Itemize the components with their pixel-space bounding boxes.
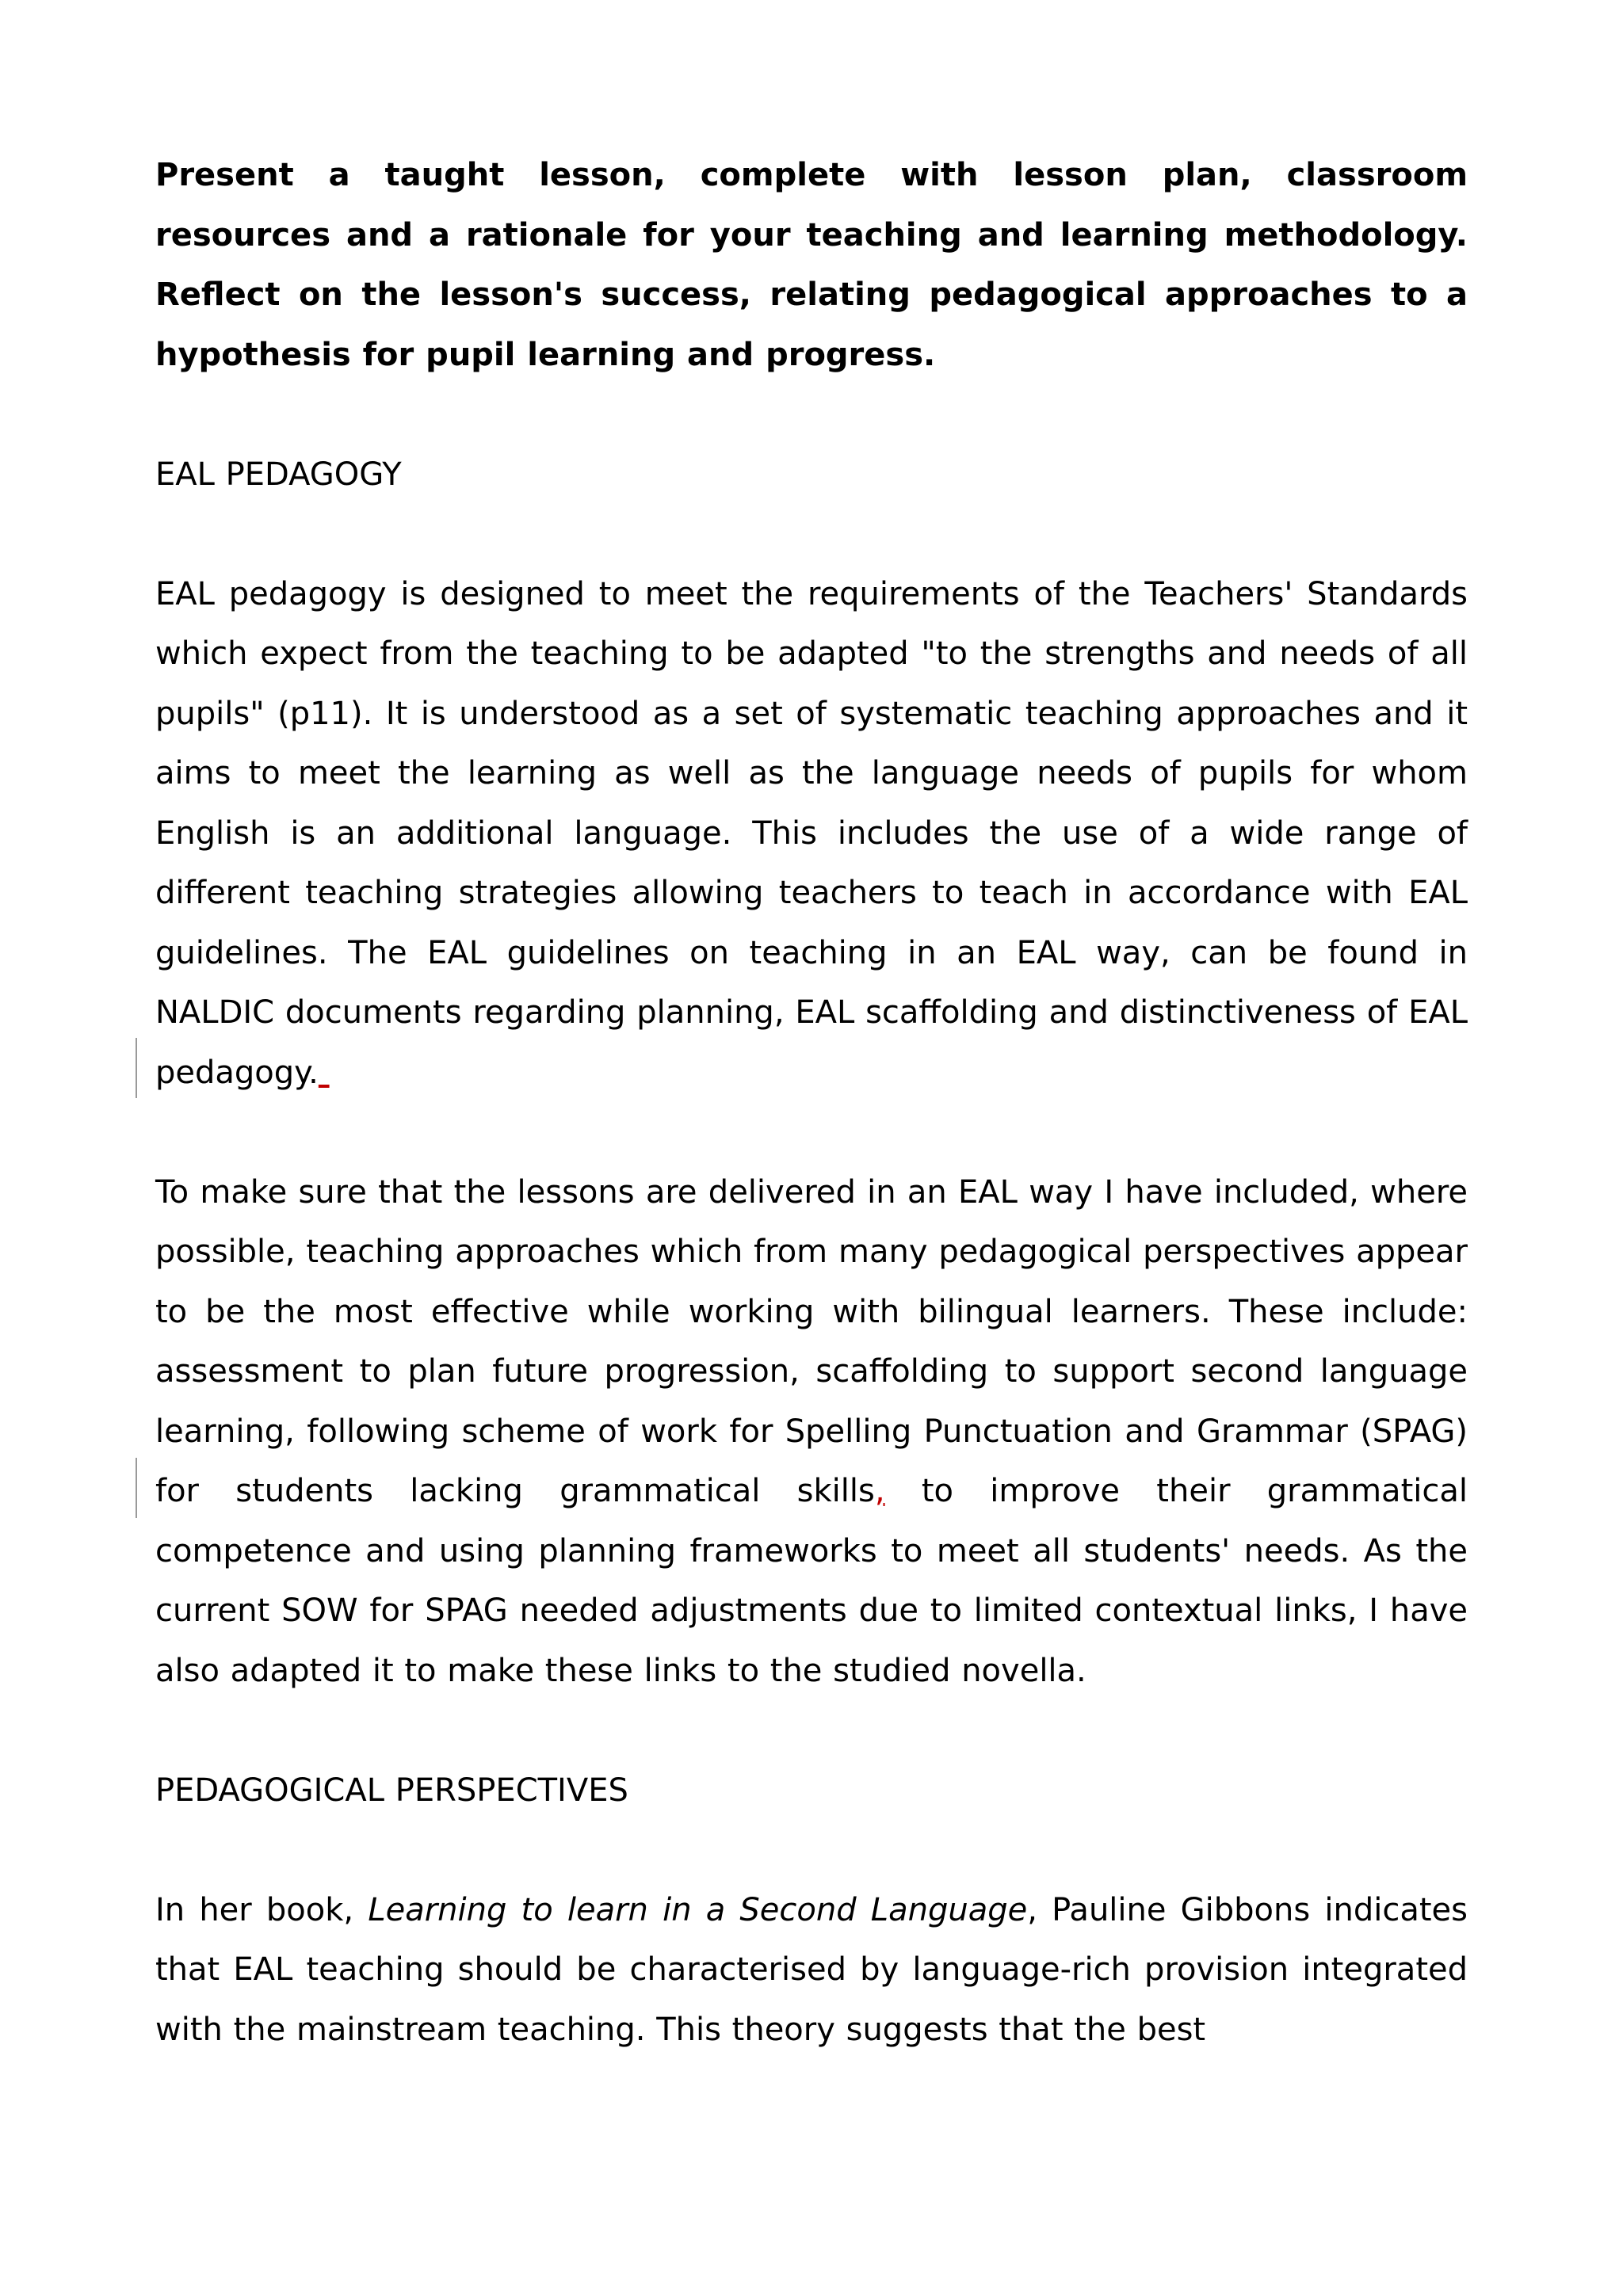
revision-mark: , bbox=[874, 1473, 885, 1509]
assignment-prompt: Present a taught lesson, complete with lesson plan, classroom resources and a rationale for your teaching and learning methodology. Reflect on the lesson's success, relating pedagogical approaches to a hypothesis for pupil learning and progress. bbox=[155, 157, 1468, 373]
paragraph bbox=[155, 1881, 1468, 2061]
change-bar bbox=[136, 1458, 137, 1518]
paragraph-text: to improve their grammatical competence and using planning frameworks to meet all students' needs. As the current SOW for SPAG needed adjustments due to limited contextual links, I have also adapted it to make these links to the studied novella. bbox=[155, 1473, 1468, 1689]
book-title: Learning to learn in a Second Language bbox=[368, 1891, 1028, 1928]
document-body bbox=[155, 146, 1468, 2060]
revision-mark bbox=[319, 1055, 330, 1091]
section-heading-eal-pedagogy: EAL PEDAGOGY bbox=[155, 456, 402, 493]
paragraph bbox=[155, 1163, 1468, 1702]
change-bar bbox=[136, 1038, 137, 1098]
paragraph-text: , Pauline Gibbons indicates that EAL teaching should be characterised by language-rich provision integrated with the mainstream teaching. This theory suggests that the best bbox=[155, 1891, 1468, 2048]
paragraph bbox=[155, 565, 1468, 1104]
paragraph-text: In her book, bbox=[155, 1891, 369, 1928]
paragraph-text: EAL pedagogy is designed to meet the requirements of the Teachers' Standards which expect from the teaching to be adapted "to the strengths and needs of all pupils" (p11). It is understood as a set of systematic teaching approaches and it aims to meet the learning as well as the language needs of pupils for whom English is an additional language. This includes the use of a wide range of different teaching strategies allowing teachers to teach in accordance with EAL guidelines. The EAL guidelines on teaching in an EAL way, can be found in NALDIC documents regarding planning, EAL scaffolding and distinctiveness of EAL pedagogy. bbox=[155, 575, 1468, 1091]
section-heading-pedagogical-perspectives: PEDAGOGICAL PERSPECTIVES bbox=[155, 1772, 628, 1809]
paragraph-text: To make sure that the lessons are delivered in an EAL way I have included, where possible, teaching approaches which from many pedagogical perspectives appear to be the most effective while working with bilingual learners. These include: assessment to plan future progression, scaffolding to support second language learning, following scheme of work for Spelling Punctuation and Grammar (SPAG) for students lacking grammatical skills bbox=[155, 1173, 1468, 1509]
